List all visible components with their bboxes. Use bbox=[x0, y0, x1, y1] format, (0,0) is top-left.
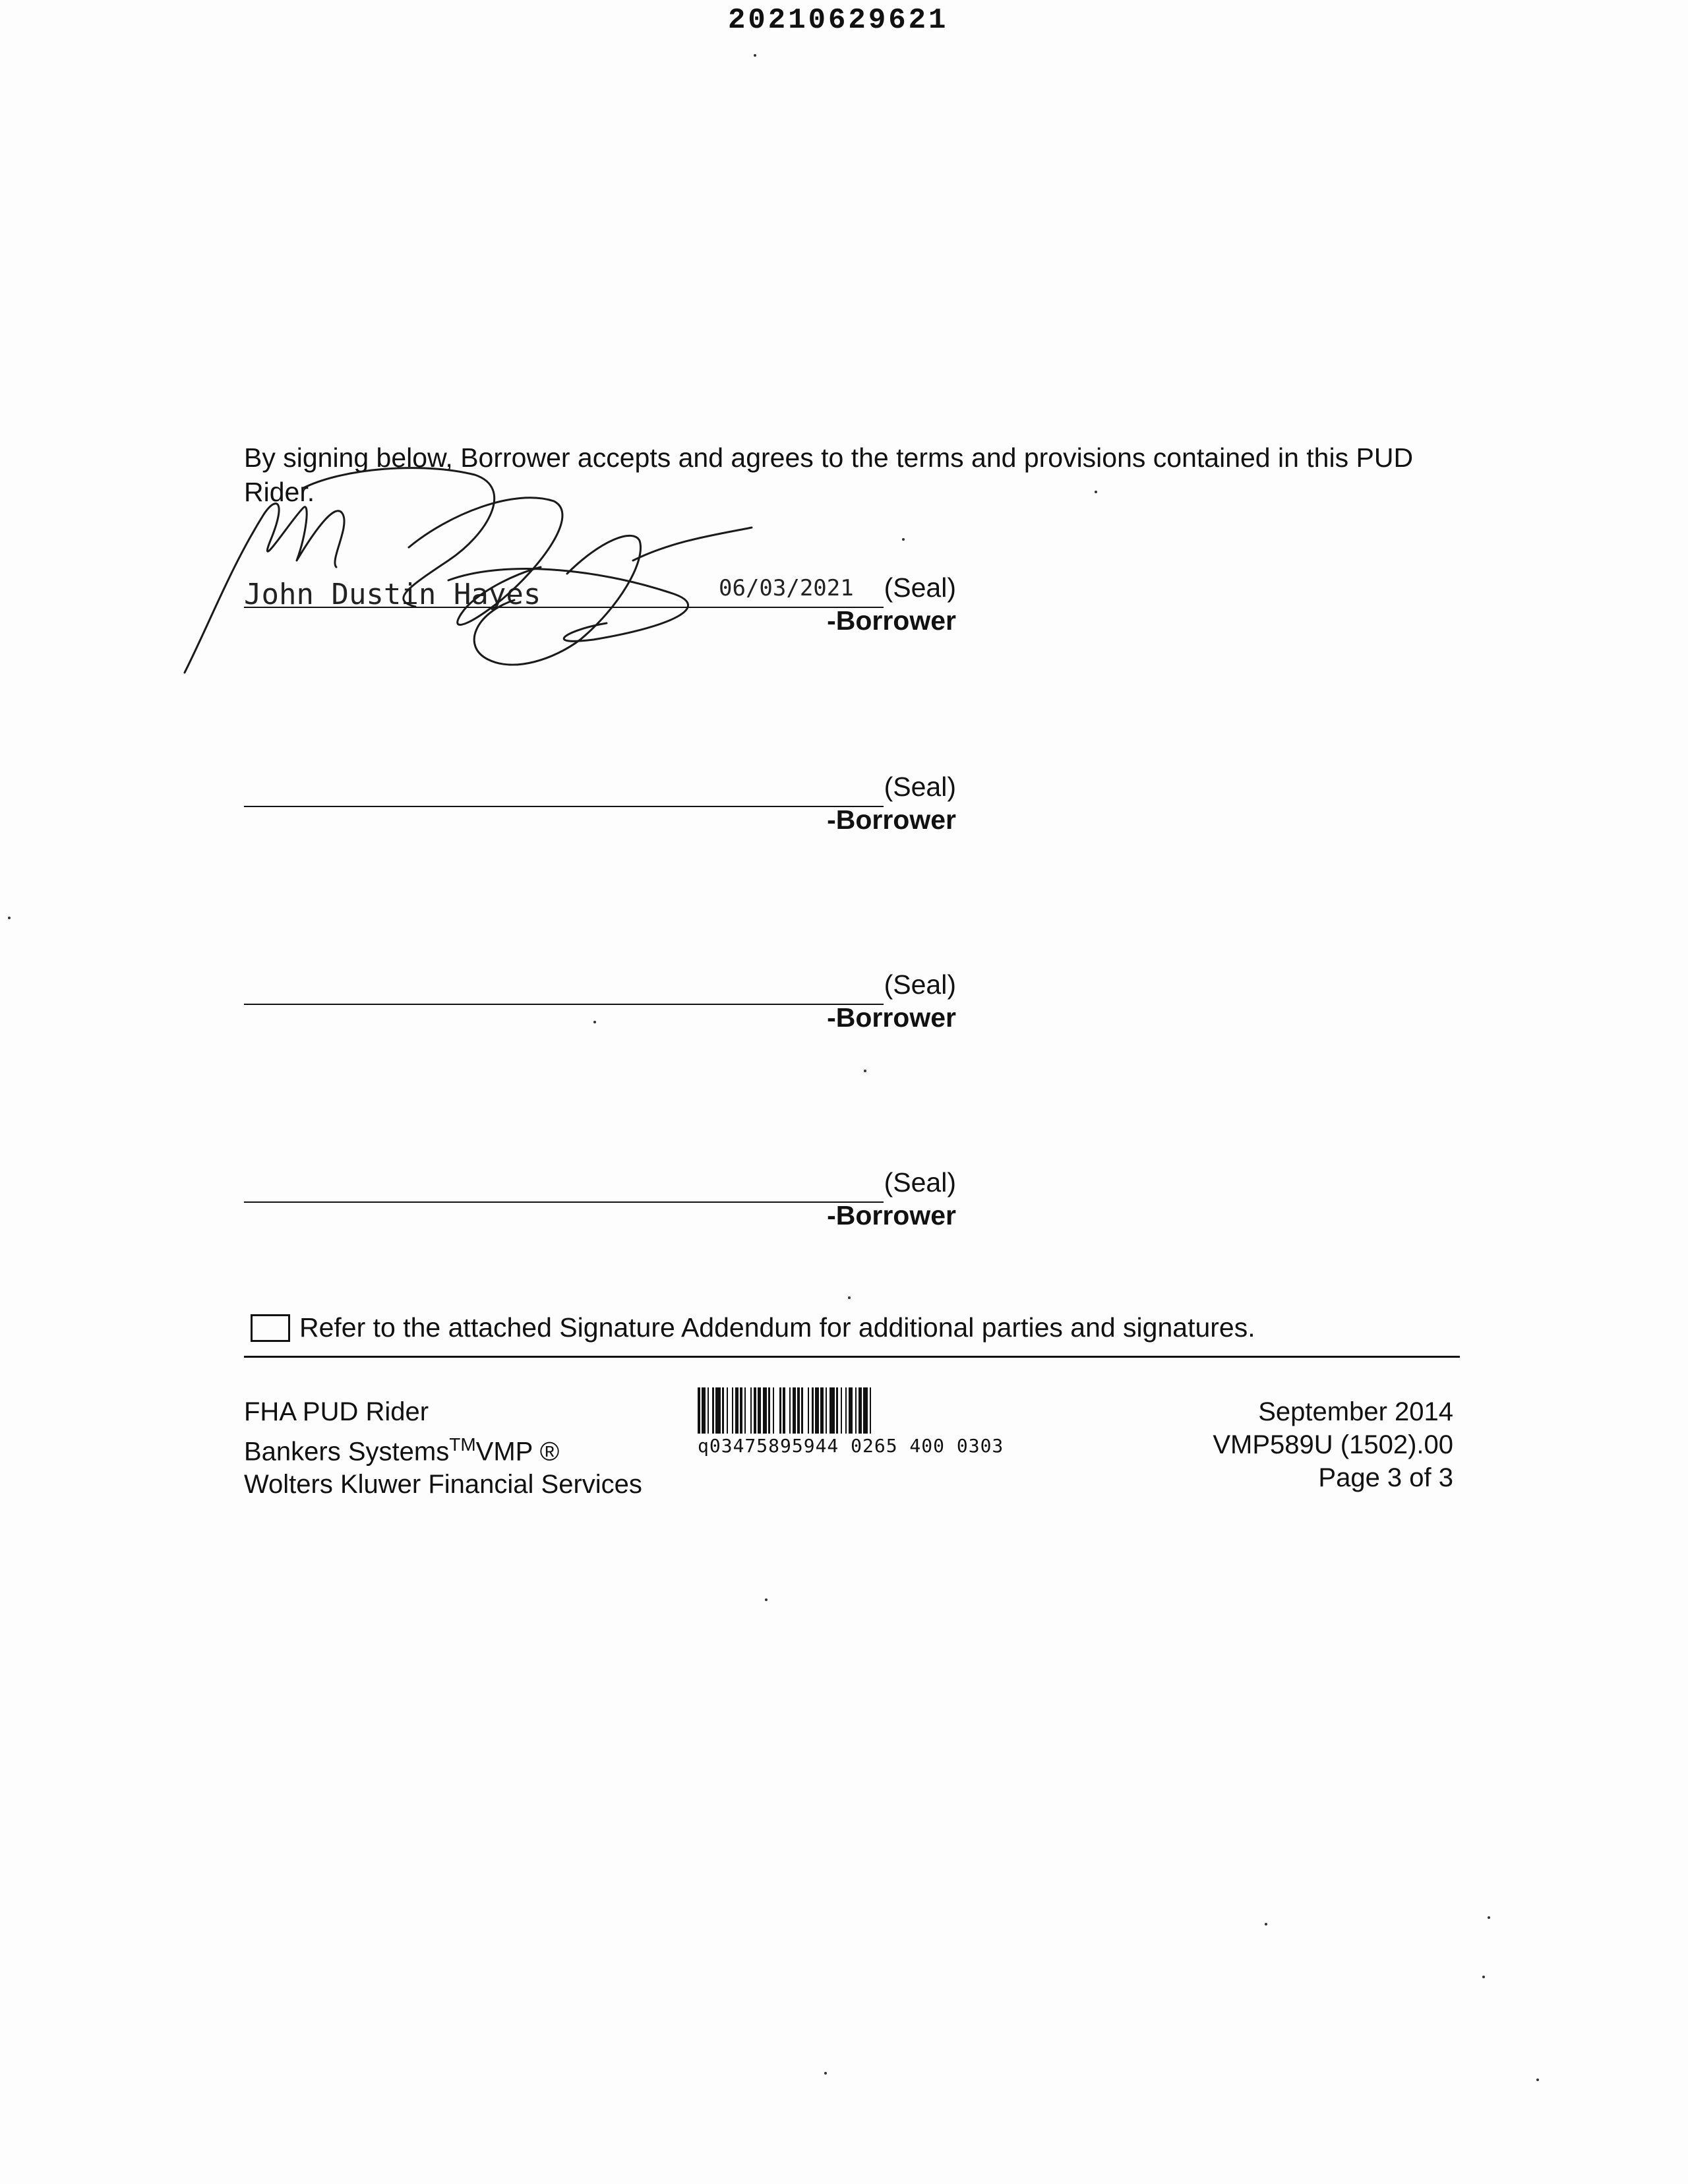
barcode-text: q03475895944 0265 400 0303 bbox=[698, 1435, 1004, 1457]
barcode-bar bbox=[783, 1387, 785, 1434]
sign-date: 06/03/2021 bbox=[719, 575, 854, 601]
barcode-bar bbox=[702, 1387, 706, 1434]
barcode-bar bbox=[750, 1387, 752, 1434]
page-number: Page 3 of 3 bbox=[1318, 1463, 1453, 1492]
barcode-bar bbox=[812, 1387, 814, 1434]
vendor-name: Bankers Systems bbox=[244, 1437, 450, 1467]
barcode-bar bbox=[870, 1387, 871, 1434]
seal-label: (Seal) bbox=[884, 572, 956, 603]
addendum-text: Refer to the attached Signature Addendum for additional parties and signatures. bbox=[299, 1312, 1255, 1343]
barcode-bar bbox=[740, 1387, 742, 1434]
seal-label: (Seal) bbox=[884, 1167, 956, 1198]
barcode-bar bbox=[836, 1387, 838, 1434]
barcode-bar bbox=[855, 1387, 857, 1434]
seal-label: (Seal) bbox=[884, 969, 956, 1000]
borrower-label: -Borrower bbox=[827, 1002, 956, 1033]
scan-speck bbox=[848, 1296, 851, 1299]
footer-rule bbox=[244, 1356, 1460, 1358]
barcode bbox=[698, 1387, 1172, 1457]
barcode-bar bbox=[732, 1387, 733, 1434]
barcode-bar bbox=[826, 1387, 827, 1434]
addendum-checkbox[interactable] bbox=[251, 1314, 290, 1342]
signature-line bbox=[244, 1201, 884, 1203]
barcode-bar bbox=[727, 1387, 728, 1434]
scan-speck bbox=[593, 1021, 596, 1023]
scan-speck bbox=[8, 917, 11, 919]
barcode-bar bbox=[863, 1387, 868, 1434]
signer-name: John Dustin Hayes bbox=[244, 578, 541, 611]
barcode-bar bbox=[708, 1387, 709, 1434]
scan-speck bbox=[1095, 491, 1097, 493]
barcode-bar bbox=[763, 1387, 767, 1434]
barcode-bar bbox=[712, 1387, 714, 1434]
vendor-line bbox=[244, 1428, 642, 1468]
barcode-bars bbox=[698, 1387, 1172, 1434]
barcode-bar bbox=[859, 1387, 862, 1434]
barcode-bar bbox=[768, 1387, 770, 1434]
addendum-row bbox=[251, 1312, 1255, 1343]
edition-date: September 2014 bbox=[1258, 1397, 1453, 1426]
scan-speck bbox=[1265, 1923, 1267, 1926]
barcode-bar bbox=[808, 1387, 809, 1434]
barcode-bar bbox=[789, 1387, 791, 1434]
barcode-bar bbox=[829, 1387, 835, 1434]
form-code: VMP589U (1502).00 bbox=[1213, 1430, 1453, 1459]
barcode-bar bbox=[841, 1387, 842, 1434]
barcode-bar bbox=[849, 1387, 853, 1434]
seal-label: (Seal) bbox=[884, 772, 956, 802]
scan-speck bbox=[864, 1070, 866, 1072]
scan-speck bbox=[1482, 1976, 1485, 1978]
barcode-bar bbox=[820, 1387, 824, 1434]
signature-line bbox=[244, 806, 884, 807]
barcode-bar bbox=[845, 1387, 847, 1434]
document-number: 20210629621 bbox=[728, 4, 949, 37]
signature-block-2 bbox=[244, 772, 956, 851]
borrower-label: -Borrower bbox=[827, 804, 956, 835]
barcode-bar bbox=[773, 1387, 774, 1434]
footer-right bbox=[1213, 1395, 1453, 1494]
barcode-bar bbox=[793, 1387, 796, 1434]
vendor-product: VMP ® bbox=[475, 1437, 560, 1467]
form-name: FHA PUD Rider bbox=[244, 1397, 429, 1426]
barcode-bar bbox=[779, 1387, 781, 1434]
signature-block-1 bbox=[244, 572, 956, 652]
signature-block-3 bbox=[244, 969, 956, 1048]
barcode-bar bbox=[698, 1387, 700, 1434]
trademark-mark: TM bbox=[449, 1434, 476, 1455]
scan-speck bbox=[1536, 2078, 1539, 2081]
footer-left bbox=[244, 1395, 642, 1501]
signature-block-4 bbox=[244, 1167, 956, 1246]
barcode-bar bbox=[797, 1387, 800, 1434]
scan-speck bbox=[902, 538, 905, 541]
barcode-bar bbox=[715, 1387, 721, 1434]
barcode-bar bbox=[722, 1387, 724, 1434]
barcode-bar bbox=[735, 1387, 738, 1434]
barcode-bar bbox=[744, 1387, 746, 1434]
barcode-bar bbox=[815, 1387, 819, 1434]
barcode-bar bbox=[758, 1387, 761, 1434]
barcode-bar bbox=[754, 1387, 756, 1434]
signature-line bbox=[244, 607, 884, 608]
intro-text: By signing below, Borrower accepts and agrees to the terms and provisions contained in this PUD Rider. bbox=[244, 442, 1414, 507]
scan-speck bbox=[754, 54, 756, 57]
company-name: Wolters Kluwer Financial Services bbox=[244, 1470, 642, 1500]
borrower-label: -Borrower bbox=[827, 605, 956, 636]
signature-line bbox=[244, 1004, 884, 1005]
borrower-label: -Borrower bbox=[827, 1200, 956, 1230]
barcode-bar bbox=[801, 1387, 803, 1434]
scan-speck bbox=[1488, 1916, 1490, 1919]
scan-speck bbox=[765, 1598, 768, 1601]
scan-speck bbox=[824, 2072, 827, 2075]
